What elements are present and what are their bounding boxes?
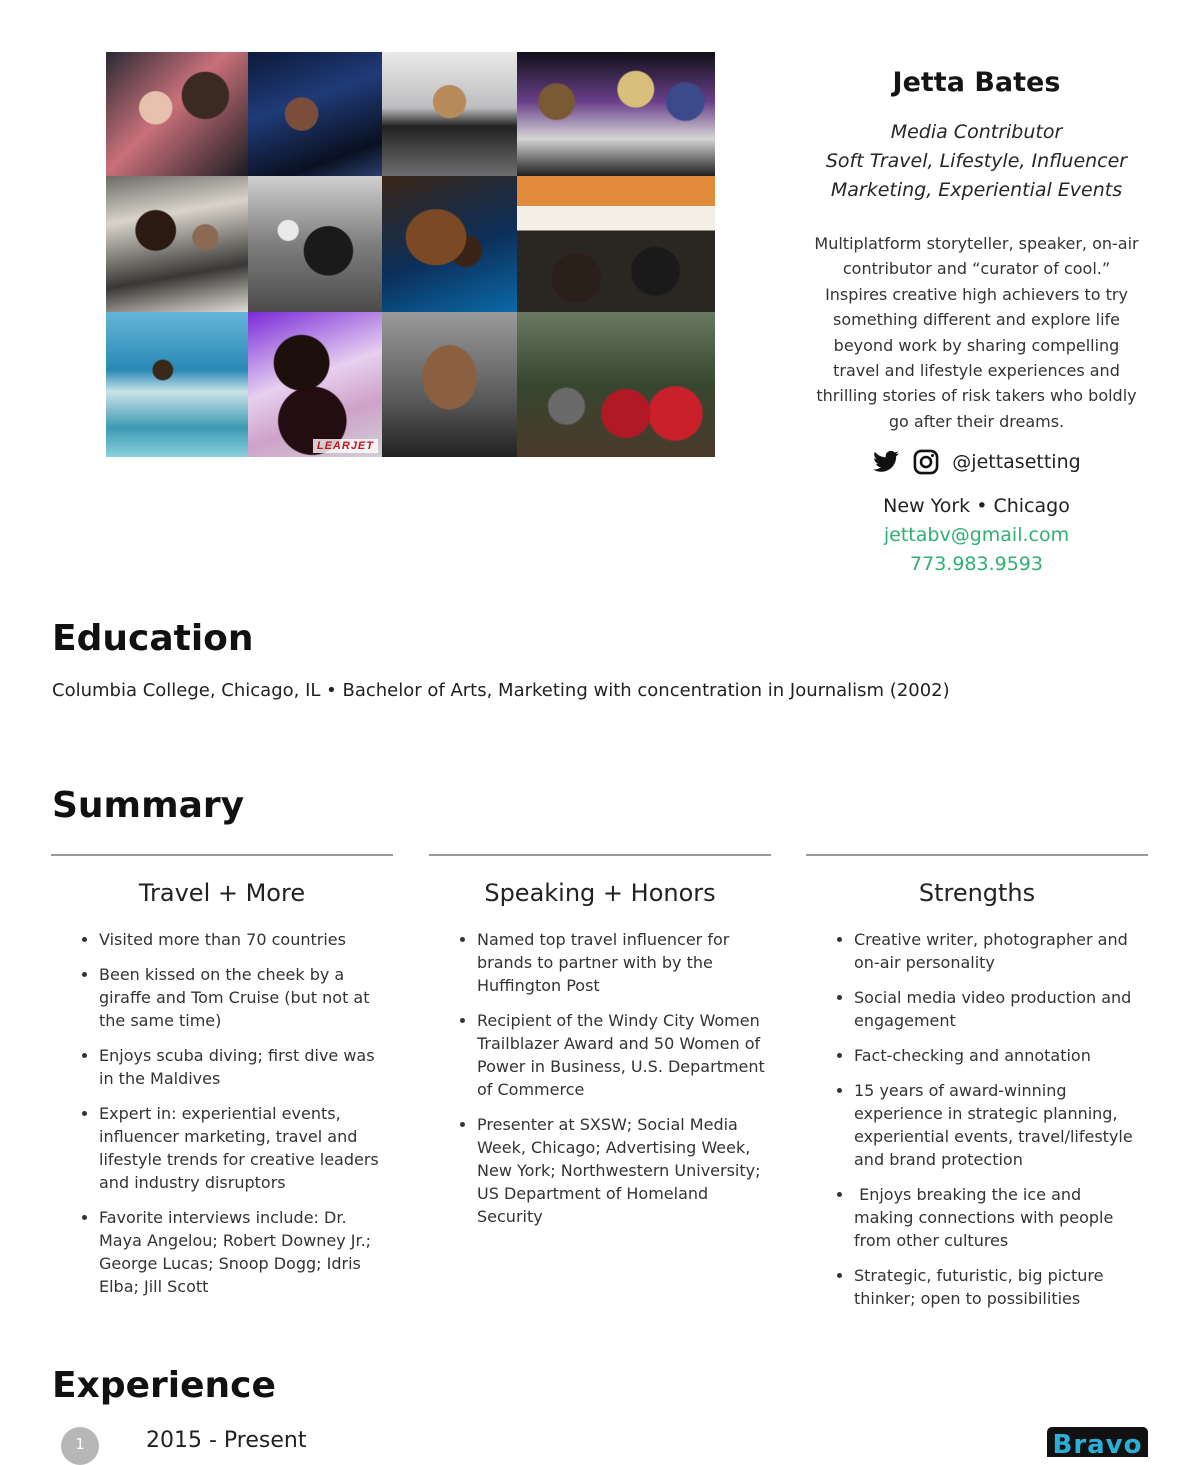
list-item: • Presenter at SXSW; Social Media Week, Chicago; Advertising Week, New York; Northwestern University; US Department of Homeland Security: [477, 1113, 765, 1228]
experience-title: Experience: [52, 1365, 276, 1406]
list-item: • Strategic, futuristic, big picture thinker; open to possibilities: [854, 1264, 1142, 1310]
summary-title: Summary: [52, 785, 245, 826]
profile-card: [800, 64, 1153, 579]
social-handle[interactable]: @jettasetting: [952, 451, 1081, 474]
twitter-icon[interactable]: [872, 448, 900, 476]
experience-dates: 2015 - Present: [146, 1428, 307, 1453]
summary-column-travel: [51, 854, 393, 1310]
experience-number-badge: 1: [61, 1427, 99, 1465]
bullet-list: [51, 928, 393, 1298]
list-item: • Visited more than 70 countries: [99, 928, 387, 951]
list-item: • Named top travel influencer for brands to partner with by the Huffington Post: [477, 928, 765, 997]
bullet-list: [429, 928, 771, 1228]
list-item: • Fact-checking and annotation: [854, 1044, 1142, 1067]
collage-photo: [248, 176, 382, 312]
collage-caption: LEARJET: [313, 439, 378, 453]
column-divider: [806, 854, 1148, 856]
list-item: • Been kissed on the cheek by a giraffe and Tom Cruise (but not at the same time): [99, 963, 387, 1032]
summary-column-speaking: [429, 854, 771, 1240]
photo-collage: [106, 52, 715, 457]
column-heading: Strengths: [918, 879, 1036, 907]
phone-link[interactable]: 773.983.9593: [910, 553, 1043, 576]
profile-roles: [800, 118, 1153, 205]
collage-photo: [106, 312, 248, 457]
collage-photo: [248, 312, 382, 457]
list-item: • Enjoys scuba diving; first dive was in the Maldives: [99, 1044, 387, 1090]
list-item: • Favorite interviews include: Dr. Maya Angelou; Robert Downey Jr.; George Lucas; Snoop Dogg; Idris Elba; Jill Scott: [99, 1206, 387, 1298]
collage-photo: [248, 52, 382, 176]
collage-photo: [382, 52, 517, 176]
email-link[interactable]: jettabv@gmail.com: [883, 524, 1070, 547]
collage-photo: [106, 176, 248, 312]
profile-name: Jetta Bates: [892, 67, 1061, 98]
list-item: • Social media video production and engagement: [854, 986, 1142, 1032]
collage-photo: [517, 176, 715, 312]
education-entry: Columbia College, Chicago, IL • Bachelor of Arts, Marketing with concentration in Journalism (2002): [52, 680, 950, 701]
social-links: [800, 448, 1153, 476]
list-item: • Expert in: experiential events, influencer marketing, travel and lifestyle trends for creative leaders and industry disruptors: [99, 1102, 387, 1194]
collage-photo: [517, 52, 715, 176]
profile-bio: Multiplatform storyteller, speaker, on-air contributor and “curator of cool.” Inspires creative high achievers to try something different and explore life beyond work by sharing compelling travel and lifestyle experiences and thrilling stories of risk takers who boldly go after their dreams.: [814, 234, 1139, 431]
education-title: Education: [52, 618, 254, 659]
list-item: • 15 years of award-winning experience in strategic planning, experiential events, travel/lifestyle and brand protection: [854, 1079, 1142, 1171]
collage-photo: [382, 312, 517, 457]
bullet-list: [806, 928, 1148, 1310]
role-line: Soft Travel, Lifestyle, Influencer: [825, 150, 1128, 172]
column-divider: [51, 854, 393, 856]
employer-logo: Bravo: [1047, 1427, 1148, 1457]
column-divider: [429, 854, 771, 856]
collage-photo: [382, 176, 517, 312]
list-item: • Recipient of the Windy City Women Trailblazer Award and 50 Women of Power in Business, U.S. Department of Commerce: [477, 1009, 765, 1101]
list-item: • Creative writer, photographer and on-air personality: [854, 928, 1142, 974]
role-line: Marketing, Experiential Events: [830, 179, 1123, 201]
list-item: • Enjoys breaking the ice and making connections with people from other cultures: [854, 1183, 1142, 1252]
collage-photo: [106, 52, 248, 176]
column-heading: Speaking + Honors: [484, 879, 716, 907]
instagram-icon[interactable]: [912, 448, 940, 476]
column-heading: Travel + More: [138, 879, 306, 907]
location: New York • Chicago: [883, 495, 1070, 518]
summary-column-strengths: [806, 854, 1148, 1322]
role-line: Media Contributor: [890, 121, 1063, 143]
collage-photo: [517, 312, 715, 457]
